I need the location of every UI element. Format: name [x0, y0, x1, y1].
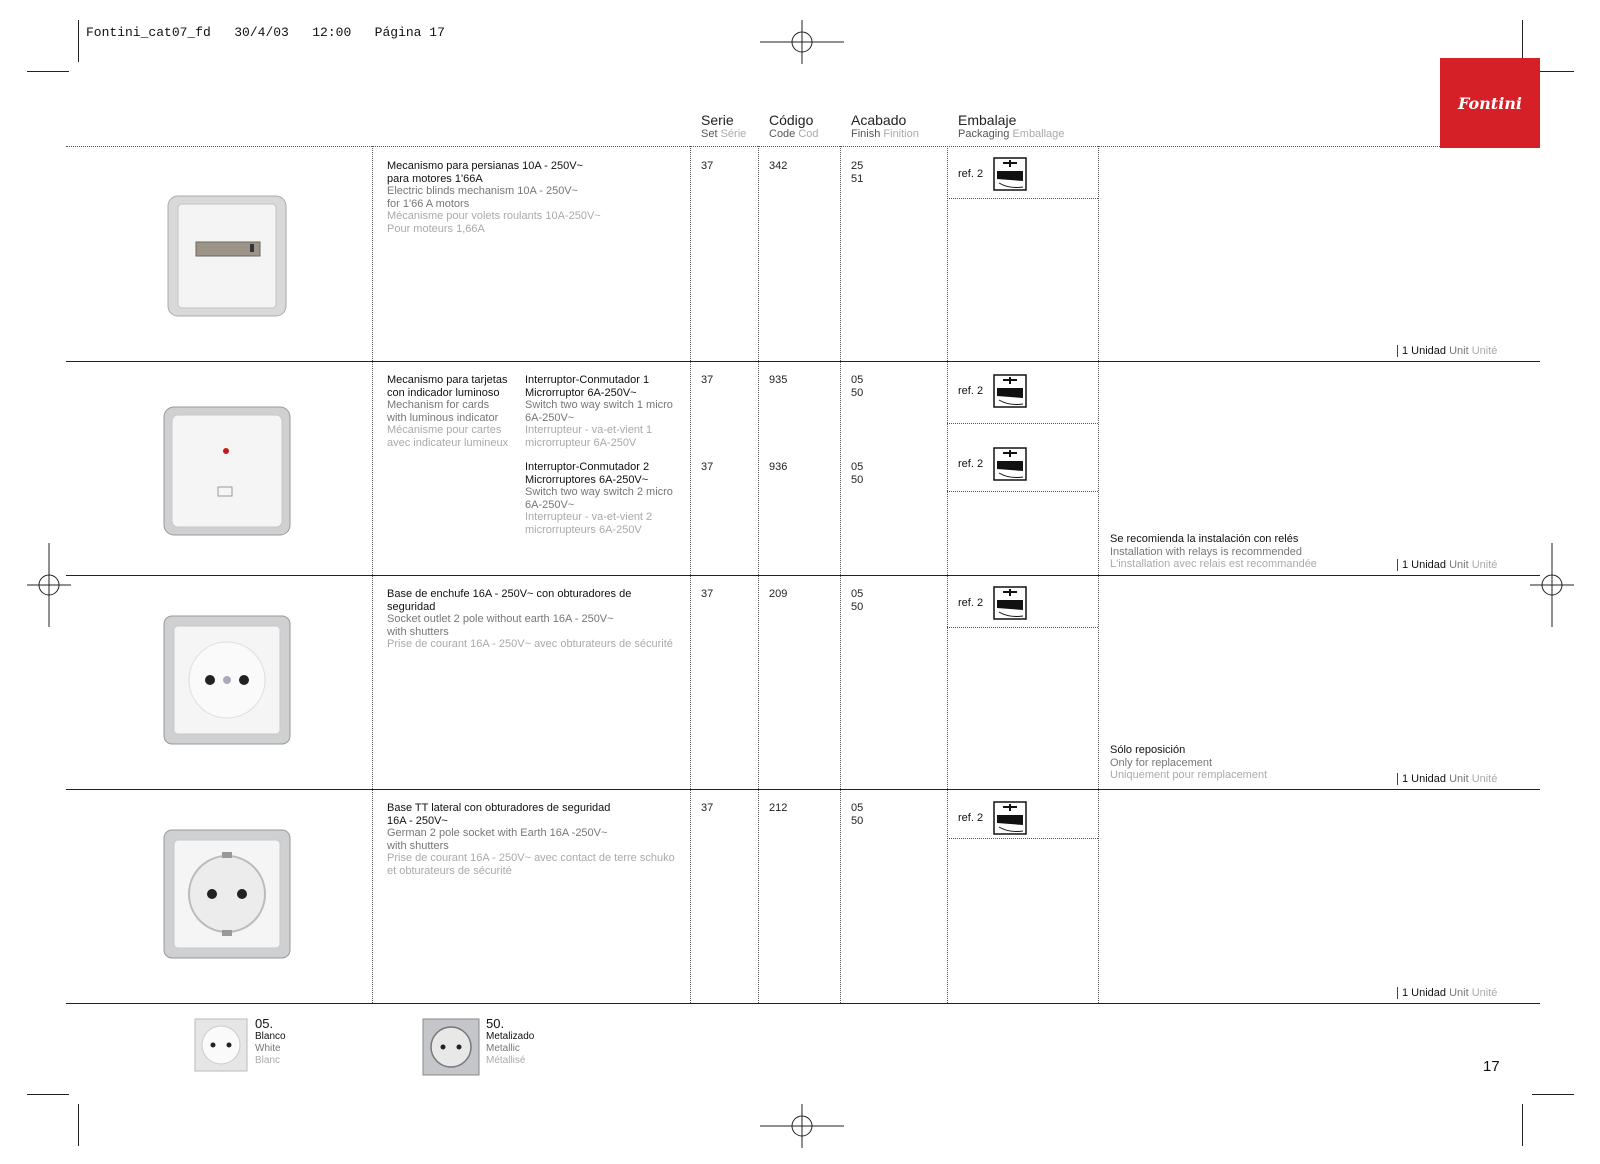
crop-mark [1522, 1104, 1523, 1146]
blind-switch-icon [160, 190, 295, 320]
packaging-box-icon [993, 157, 1027, 191]
serie-value: 37 [701, 374, 714, 386]
unit-label: 1 Unidad Unit Unité [1397, 773, 1497, 785]
variant-description-2: Interruptor-Conmutador 2 Microrruptores 6A-250V~ Switch two way switch 2 micro 6A-250V~ Interrupteur - va-et-vient 2 microrrupteurs 6A-250V [525, 461, 673, 536]
col-divider [947, 146, 948, 1003]
product-image [160, 190, 295, 325]
registration-mark-icon [760, 1104, 844, 1148]
finish-swatch-metallic [422, 1018, 480, 1081]
metallic-socket-swatch-icon [422, 1018, 480, 1076]
col-divider [690, 146, 691, 1003]
unit-label: 1 Unidad Unit Unité [1397, 987, 1497, 999]
header-acabado: Acabado Finish Finition [851, 112, 919, 140]
schuko-socket-icon [160, 826, 295, 961]
row-divider [66, 1003, 1540, 1004]
header-codigo: Código Code Cod [769, 112, 819, 140]
crop-mark [1522, 20, 1523, 62]
col-divider [758, 146, 759, 1003]
print-slug [86, 25, 445, 40]
packaging-divider [947, 627, 1098, 628]
installation-note: Se recomienda la instalación con relés Installation with relays is recommended L'installation avec relais est recommandée [1110, 533, 1317, 570]
product-description: Base TT lateral con obturadores de seguridad 16A - 250V~ German 2 pole socket with Earth 16A -250V~ with shutters Prise de courant 16A - 250V~ avec contact de terre schuko et obturateurs de sécurité [387, 802, 675, 877]
replacement-note: Sólo reposición Only for replacement Uniquement pour remplacement [1110, 744, 1268, 781]
crop-mark [27, 1094, 69, 1095]
white-socket-swatch-icon [194, 1018, 248, 1072]
col-divider [372, 146, 373, 1003]
unit-label: 1 Unidad Unit Unité [1397, 559, 1497, 571]
finish-swatch-label: 05. Blanco White Blanc [255, 1016, 286, 1066]
unit-label: 1 Unidad Unit Unité [1397, 345, 1497, 357]
crop-mark [78, 1104, 79, 1146]
col-divider [1098, 146, 1099, 1003]
row-divider [66, 575, 1540, 576]
packaging-box-icon [993, 447, 1027, 481]
slug-page: Página 17 [374, 25, 445, 40]
registration-mark-icon [27, 543, 71, 627]
row-divider [66, 361, 1540, 362]
slug-time: 12:00 [312, 25, 352, 40]
packaging-ref: ref. 2 [958, 374, 1027, 408]
acabado-value: 05 50 [851, 802, 864, 827]
header-serie: Serie Set Série [701, 112, 747, 140]
codigo-value: 935 [769, 374, 788, 386]
crop-mark [1532, 1094, 1574, 1095]
codigo-value: 936 [769, 461, 788, 473]
product-description: Base de enchufe 16A - 250V~ con obturadores de seguridad Socket outlet 2 pole without earth 16A - 250V~ with shutters Prise de courant 16A - 250V~ avec obturateurs de sécurité [387, 588, 673, 650]
slug-date: 30/4/03 [234, 25, 289, 40]
packaging-box-icon [993, 374, 1027, 408]
acabado-value: 05 50 [851, 374, 864, 399]
product-image [160, 612, 295, 752]
packaging-ref: ref. 2 [958, 586, 1027, 620]
serie-value: 37 [701, 802, 714, 814]
variant-description-1: Interruptor-Conmutador 1 Microrruptor 6A-250V~ Switch two way switch 1 micro 6A-250V~ Interrupteur - va-et-vient 1 microrrupteur 6A-250V [525, 374, 673, 449]
acabado-value: 25 51 [851, 160, 864, 185]
product-image [160, 826, 295, 966]
table-top-rule [66, 146, 1440, 147]
fontini-logo [1440, 58, 1540, 148]
packaging-divider [947, 423, 1098, 424]
acabado-value: 05 50 [851, 461, 864, 486]
brand-name: Fontini [1458, 93, 1522, 113]
serie-value: 37 [701, 160, 714, 172]
serie-value: 37 [701, 461, 714, 473]
header-embalaje: Embalaje Packaging Emballage [958, 112, 1065, 140]
socket-outlet-icon [160, 612, 295, 747]
page-number: 17 [1483, 1058, 1500, 1075]
packaging-divider [947, 198, 1098, 199]
packaging-ref: ref. 2 [958, 157, 1027, 191]
row-divider [66, 789, 1540, 790]
crop-mark [27, 71, 69, 72]
registration-mark-icon [760, 20, 844, 64]
crop-mark [78, 20, 79, 62]
slug-file: Fontini_cat07_fd [86, 25, 211, 40]
card-switch-icon [160, 403, 295, 538]
col-divider [840, 146, 841, 1003]
packaging-box-icon [993, 801, 1027, 835]
packaging-box-icon [993, 586, 1027, 620]
codigo-value: 209 [769, 588, 788, 600]
finish-swatch-white [194, 1018, 248, 1077]
finish-swatch-label: 50. Metalizado Metallic Métallisé [486, 1016, 535, 1066]
registration-mark-icon [1530, 543, 1574, 627]
product-description: Mecanismo para persianas 10A - 250V~ para motores 1'66A Electric blinds mechanism 10A - 250V~ for 1'66 A motors Mécanisme pour volets roulants 10A-250V~ Pour moteurs 1,66A [387, 160, 601, 235]
codigo-value: 212 [769, 802, 788, 814]
packaging-ref: ref. 2 [958, 447, 1027, 481]
product-image [160, 403, 295, 543]
packaging-divider [947, 491, 1098, 492]
serie-value: 37 [701, 588, 714, 600]
product-description: Mecanismo para tarjetas con indicador luminoso Mechanism for cards with luminous indicator Mécanisme pour cartes avec indicateur lumineux [387, 374, 509, 449]
codigo-value: 342 [769, 160, 788, 172]
packaging-ref: ref. 2 [958, 801, 1027, 835]
acabado-value: 05 50 [851, 588, 864, 613]
packaging-divider [947, 838, 1098, 839]
